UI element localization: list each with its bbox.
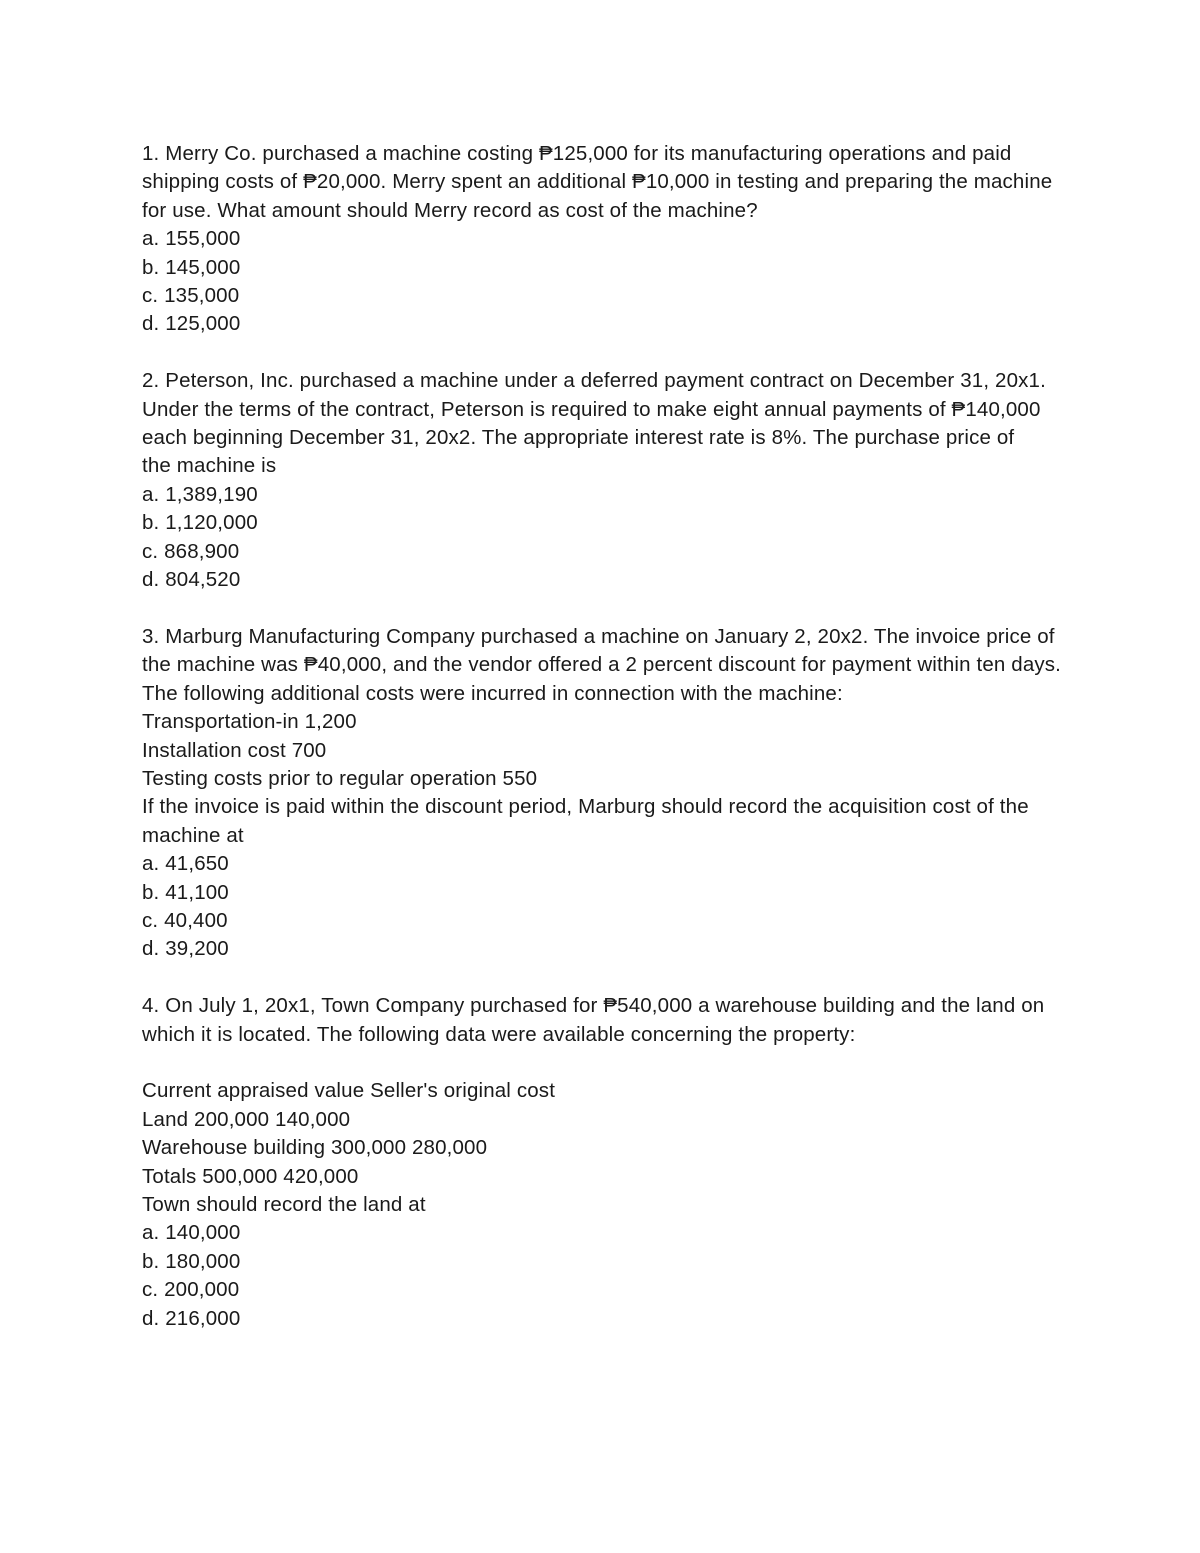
choice-b: b. 180,000 <box>142 1249 241 1273</box>
table-header: Current appraised value Seller's original cost <box>142 1079 556 1103</box>
detail-line: Transportation-in 1,200 <box>142 710 357 734</box>
choice-a: a. 140,000 <box>142 1221 241 1245</box>
question-stem: 2. Peterson, Inc. purchased a machine under a deferred payment contract on December 31, 20x1. Under the terms of the contract, Peterson is required to make eight annual payments of ₱140,000 each beginning December 31, 20x2. The appropriate interest rate is 8%. The purchase price of the machine is <box>142 369 1046 478</box>
question-stem: 1. Merry Co. purchased a machine costing ₱125,000 for its manufacturing operations and paid shipping costs of ₱20,000. Merry spent an additional ₱10,000 in testing and preparing the machine for use. What amount should Merry record as cost of the machine? <box>142 142 1053 222</box>
question-prompt: If the invoice is paid within the discount period, Marburg should record the acquisition cost of the machine at <box>142 795 1029 847</box>
choice-d: d. 216,000 <box>142 1306 241 1330</box>
detail-line: Testing costs prior to regular operation 550 <box>142 766 538 790</box>
table-row: Land 200,000 140,000 <box>142 1107 351 1131</box>
detail-line: Installation cost 700 <box>142 738 327 762</box>
choice-a: a. 1,389,190 <box>142 482 258 506</box>
choice-c: c. 135,000 <box>142 284 240 308</box>
choice-b: b. 1,120,000 <box>142 511 258 535</box>
choice-b: b. 41,100 <box>142 880 229 904</box>
choice-a: a. 41,650 <box>142 852 229 876</box>
table-row: Totals 500,000 420,000 <box>142 1164 359 1188</box>
choice-d: d. 804,520 <box>142 568 241 592</box>
choice-b: b. 145,000 <box>142 255 241 279</box>
question-prompt: Town should record the land at <box>142 1192 426 1216</box>
question-4 <box>142 992 1072 1333</box>
question-2 <box>142 367 1072 594</box>
document-page <box>142 140 1072 1333</box>
question-1 <box>142 140 1072 339</box>
choice-a: a. 155,000 <box>142 227 241 251</box>
table-row: Warehouse building 300,000 280,000 <box>142 1136 488 1160</box>
question-3 <box>142 623 1072 964</box>
choice-c: c. 868,900 <box>142 539 240 563</box>
choice-c: c. 40,400 <box>142 908 228 932</box>
spacer <box>142 1049 1072 1077</box>
choice-d: d. 125,000 <box>142 312 241 336</box>
question-stem: 3. Marburg Manufacturing Company purchased a machine on January 2, 20x2. The invoice price of the machine was ₱40,000, and the vendor offered a 2 percent discount for payment within ten days. The following additional costs were incurred in connection with the machine: <box>142 624 1062 705</box>
question-stem: 4. On July 1, 20x1, Town Company purchased for ₱540,000 a warehouse building and the land on which it is located. The following data were available concerning the property: <box>142 994 1045 1046</box>
choice-c: c. 200,000 <box>142 1278 240 1302</box>
choice-d: d. 39,200 <box>142 937 229 961</box>
